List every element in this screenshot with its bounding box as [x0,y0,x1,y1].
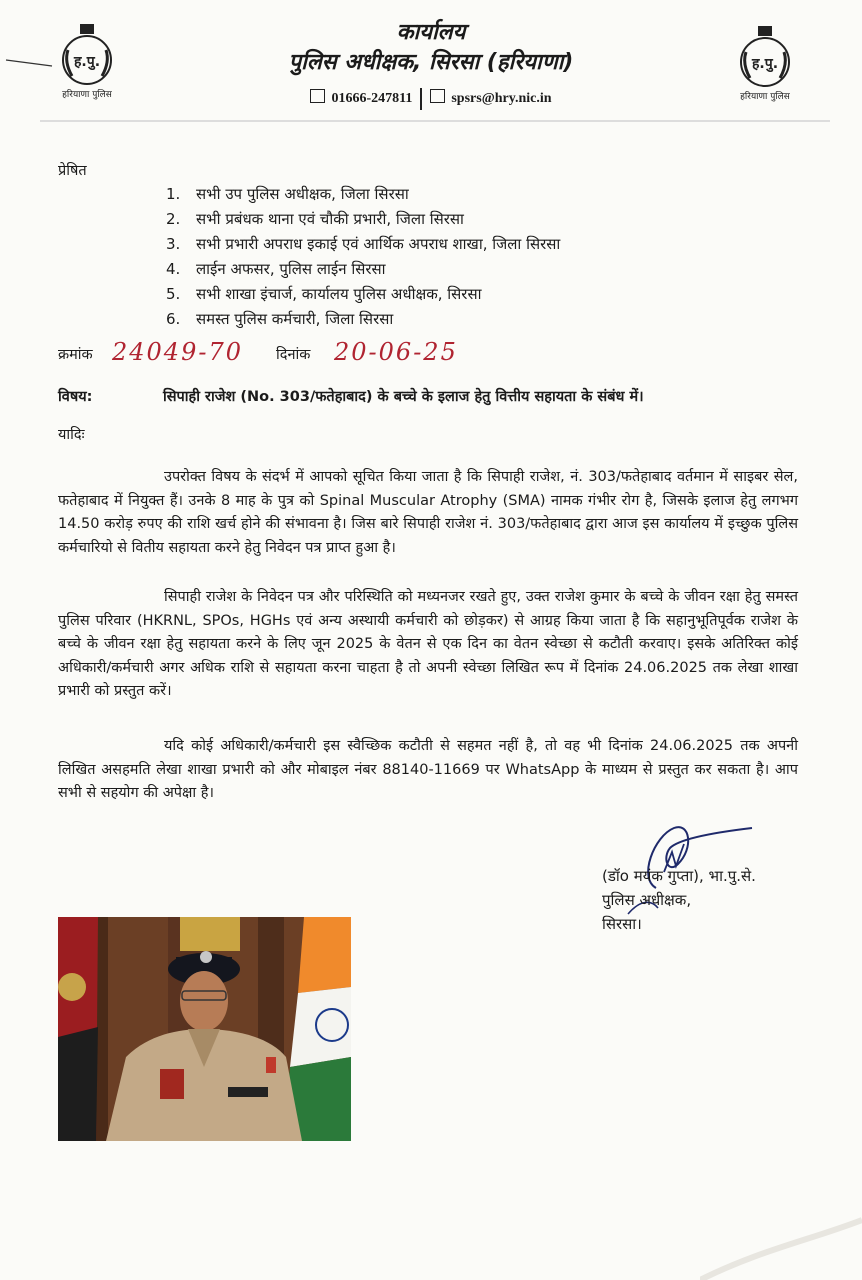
contact-line [0,88,862,110]
recipient-item [166,259,386,279]
body-paragraph-1: उपरोक्त विषय के संदर्भ में आपको सूचित किया जाता है कि सिपाही राजेश, नं. 303/फतेहाबाद वर्तमान में साइबर सेल, फतेहाबाद में नियुक्त हैं। उनके 8 माह के पुत्र को Spinal Muscular Atrophy (SMA) नामक गंभीर रोग है, जिसके इलाज हेतु लगभग 14.50 करोड़ रुपए की राशि खर्च होने की संभावना है। जिस बारे सिपाही राजेश नं. 303/फतेहाबाद द्वारा आज इस कार्यालय में इच्छुक पुलिस कर्मचारियो से वितीय सहायता करने हेतु निवेदन पत्र प्राप्त हुआ है। [58,469,798,556]
office-title: कार्यालय [396,20,466,45]
subject-text: सिपाही राजेश (No. 303/फतेहाबाद) के बच्चे के इलाज हेतु वित्तीय सहायता के संबंध में। [163,389,644,405]
subject-label: विषय: [58,389,93,405]
recipient-item [166,309,393,329]
recipient-item [166,184,409,204]
recipient-item [166,209,464,229]
recipient-item [166,284,481,304]
body-paragraph-3: यदि कोई अधिकारी/कर्मचारी इस स्वैच्छिक कटौती से सहमत नहीं है, तो वह भी दिनांक 24.06.2025 तक अपनी लिखित असहमति लेखा शाखा प्रभारी को और मोबाइल नंबर 88140-11669 पर WhatsApp के माध्यम से प्रस्तुत कर सकता है। आप सभी से सहयोग की अपेक्षा है। [58,738,798,801]
logo-caption: हरियाणा पुलिस [740,92,790,102]
officer-photo [58,917,351,1141]
recipient-number: 3. [166,235,181,253]
salutation: यादिः [58,427,85,443]
signatory-name: (डॉo मयंक गुप्ता), भा.पु.से. [602,867,756,885]
email-icon [430,89,445,103]
logo-caption: हरियाणा पुलिस [62,90,112,100]
recipient-number: 4. [166,260,181,278]
recipient-text: लाईन अफसर, पुलिस लाईन सिरसा [196,260,386,278]
date-label: दिनांक [276,347,311,363]
recipient-item [166,234,560,254]
recipient-text: सभी उप पुलिस अधीक्षक, जिला सिरसा [196,185,409,203]
recipient-text: सभी प्रभारी अपराध इकाई एवं आर्थिक अपराध शाखा, जिला सिरसा [196,235,561,253]
header-rule [40,120,830,122]
recipient-number: 6. [166,310,181,328]
signatory-place: सिरसा। [602,915,642,933]
phone-number: 01666-247811 [331,91,413,107]
recipient-number: 2. [166,210,181,228]
recipient-text: सभी प्रबंधक थाना एवं चौकी प्रभारी, जिला सिरसा [196,210,464,228]
recipient-number: 5. [166,285,181,303]
department-title: पुलिस अधीक्षक, सिरसा (हरियाणा) [288,50,574,75]
paper-crease [700,1200,862,1280]
logo-initials: ह.पु. [73,54,101,70]
reference-label: क्रमांक [58,347,93,363]
address-label: प्रेषित [58,163,87,179]
recipient-text: समस्त पुलिस कर्मचारी, जिला सिरसा [196,310,394,328]
phone-icon [310,89,325,103]
signatory-designation: पुलिस अधीक्षक, [602,891,692,909]
logo-initials: ह.पु. [751,56,779,72]
date-value: 20-06-25 [334,338,458,366]
body-paragraph-2: सिपाही राजेश के निवेदन पत्र और परिस्थिति को मध्यनजर रखते हुए, उक्त राजेश कुमार के बच्चे के जीवन रक्षा हेतु समस्त पुलिस परिवार (HKRNL, SPOs, HGHs एवं अन्य अस्थायी कर्मचारी को छोड़कर) से आग्रह किया जाता है कि सहानुभूतिपूर्वक राजेश के बच्चे के जीवन रक्षा हेतु सहायता करने के लिए जून 2025 के वेतन से एक दिन का वेतन स्वेच्छा से कटौती करवाए। इसके अतिरिक्त कोई अधिकारी/कर्मचारी अगर अधिक राशि से सहायता करना चाहता है तो अपनी स्वेच्छा लिखित रूप में दिनांक 24.06.2025 तक लेखा शाखा प्रभारी को प्रस्तुत करें। [58,589,798,699]
recipient-text: सभी शाखा इंचार्ज, कार्यालय पुलिस अधीक्षक, सिरसा [196,285,482,303]
recipient-number: 1. [166,185,181,203]
reference-number: 24049-70 [112,338,243,366]
signatory-block [602,864,756,936]
email-address: spsrs@hry.nic.in [451,91,552,107]
divider [420,88,422,110]
